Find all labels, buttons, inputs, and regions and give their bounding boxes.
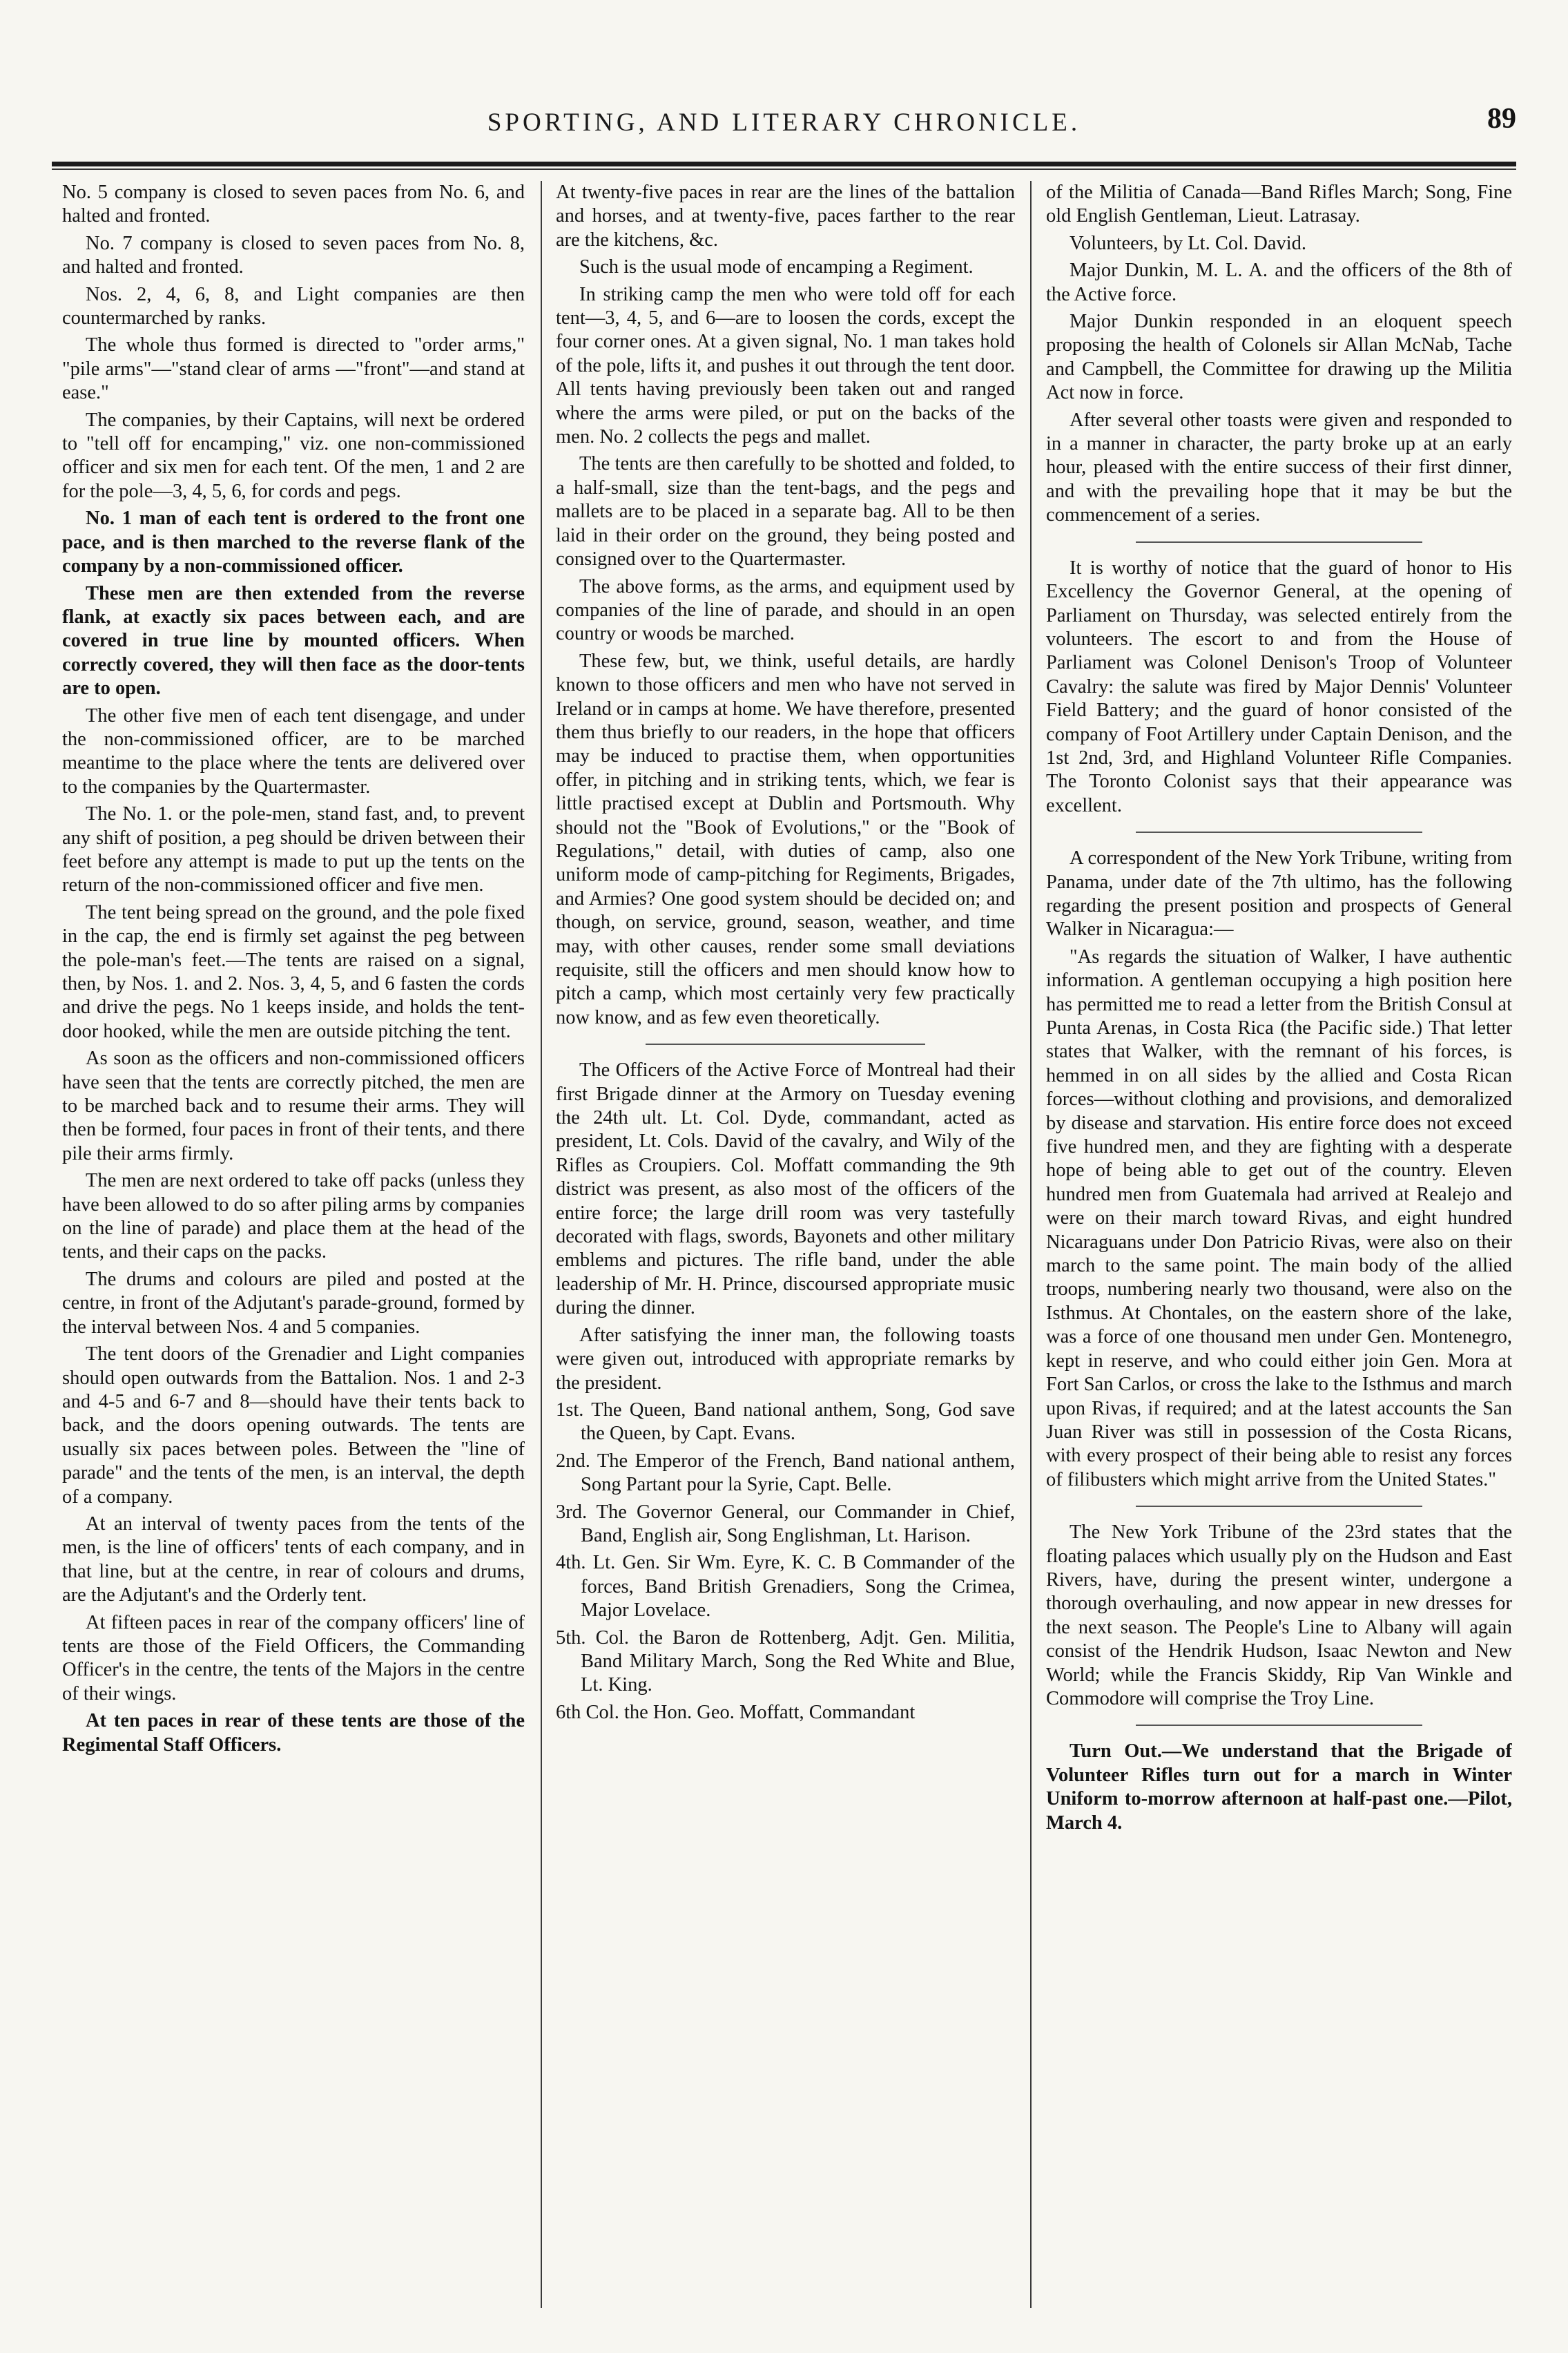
paragraph: No. 5 company is closed to seven paces from No. 6, and halted and fronted. (62, 182, 525, 227)
paragraph: The companies, by their Captains, will next be ordered to "tell off for encamping," viz. one non-commissioned officer and six men for each tent. Of the men, 1 and 2 are for the pole—3, 4, 5, 6, for cords and pegs. (62, 409, 525, 502)
paragraph: The No. 1. or the pole-men, stand fast, and, to prevent any shift of position, a peg should be driven between their feet before any attempt is made to put up the tents on the return of the non-commissioned officer and five men. (62, 803, 525, 896)
paragraph: The men are next ordered to take off packs (unless they have been allowed to do so after piling arms by companies on the line of parade) and place them at the head of the tents, and their caps on the packs. (62, 1170, 525, 1263)
paragraph: of the Militia of Canada—Band Rifles March; Song, Fine old English Gentleman, Lieut. Latrasay. (1046, 182, 1512, 227)
toast-item: 5th. Col. the Baron de Rottenberg, Adjt. Gen. Militia, Band Military March, Song the Red White and Blue, Lt. King. (556, 1626, 1015, 1696)
toast-item: 6th Col. the Hon. Geo. Moffatt, Commandant (556, 1701, 916, 1723)
paragraph: In striking camp the men who were told off for each tent—3, 4, 5, and 6—are to loosen the cords, except the four corner ones. At a given signal, No. 1 man takes hold of the pole, lifts it, and pushes it out through the tent door. All tents having previously been taken out and ranged where the arms were piled, or put on the backs of the men. No. 2 collects the pegs and mallet. (556, 283, 1015, 448)
paragraph: The tent being spread on the ground, and the pole fixed in the cap, the end is firmly set against the peg between the pole-man's feet.—The tents are raised on a signal, then, by Nos. 1. and 2. Nos. 3, 4, 5, and 6 fasten the cords and drive the pegs. No 1 keeps inside, and holds the tent-door hooked, while the men are outside pitching the tent. (62, 901, 525, 1042)
paragraph: The other five men of each tent disengage, and under the non-commissioned officer, are to be marched meantime to the place where the tents are delivered over to the companies by the Quartermaster. (62, 704, 525, 798)
paragraph: At twenty-five paces in rear are the lines of the battalion and horses, and at twenty-five, paces farther to the rear are the kitchens, &c. (556, 182, 1015, 251)
column-3 (1046, 181, 1512, 2315)
article-separator (1136, 541, 1422, 543)
paragraph: The New York Tribune of the 23rd states that the floating palaces which usually ply on the Hudson and East Rivers, have, during the present winter, undergone a thorough overhauling, and now appear in new dresses for the next season. The People's Line to Albany will again consist of the Hendrik Hudson, Isaac Newton and New World; while the Francis Skiddy, Rip Van Winkle and Commodore will comprise the Troy Line. (1046, 1521, 1512, 1709)
paragraph: The whole thus formed is directed to "order arms," "pile arms"—"stand clear of arms —"front"—and stand at ease." (62, 334, 525, 404)
article-separator (1136, 1506, 1422, 1507)
paragraph: These men are then extended from the reverse flank, at exactly six paces between each, and are covered in true line by mounted officers. When correctly covered, they will then face as the door-tents are to open. (62, 582, 525, 700)
paragraph: At ten paces in rear of these tents are those of the Regimental Staff Officers. (62, 1710, 525, 1756)
toast-item: 2nd. The Emperor of the French, Band national anthem, Song Partant pour la Syrie, Capt. Belle. (556, 1450, 1015, 1496)
header-rule (52, 162, 1516, 166)
page-number: 89 (1487, 103, 1516, 135)
column-divider (1030, 181, 1032, 2308)
paragraph: Such is the usual mode of encamping a Regiment. (579, 256, 974, 278)
article-separator (1136, 1725, 1422, 1726)
paragraph: It is worthy of notice that the guard of honor to His Excellency the Governor General, at the opening of Parliament on Thursday, was selected entirely from the volunteers. The escort to and from the House of Parliament was Colonel Denison's Troop of Volunteer Cavalry: the salute was fired by Major Dennis' Volunteer Field Battery; and the guard of honor consisted of the company of Foot Artillery under Captain Denison, and the 1st 2nd, 3rd, and Highland Volunteer Rifle Companies. The Toronto Colonist says that their appearance was excellent. (1046, 557, 1512, 816)
paragraph: "As regards the situation of Walker, I have authentic information. A gentleman occupying a high position here has permitted me to read a letter from the British Consul at Punta Arenas, in Costa Rica (the Pacific side.) That letter states that Walker, with the remnant of his forces, is hemmed in on all sides by the allied and Costa Rican forces—without clothing and provisions, and demoralized by disease and starvation. His entire force does not exceed five hundred men, and they are fighting with a desperate hope of being able to get out of the country. Eleven hundred men from Guatemala had arrived at Realejo and were on their march toward Rivas, and eight hundred Nicaraguans under Don Patricio Rivas, were also on their march to the same point. The main body of the allied troops, numbering nearly two thousand, were also on the Isthmus. At Chontales, on the eastern shore of the lake, was a force of one thousand men under Gen. Montenegro, kept in reserve, and who could either join Gen. Mora at Fort San Carlos, or cross the lake to the Isthmus and march upon Rivas, if required; and at the latest accounts the San Juan River was still in possession of the Costa Ricans, with every prospect of their being able to resist any forces of filibusters which might arrive from the United States." (1046, 945, 1512, 1490)
toast-item: 3rd. The Governor General, our Commander in Chief, Band, English air, Song Englishman, Lt. Harison. (556, 1501, 1015, 1546)
paragraph: No. 1 man of each tent is ordered to the front one pace, and is then marched to the reverse flank of the company by a non-commissioned officer. (62, 508, 525, 577)
header-rule-thin (52, 169, 1516, 170)
running-title: SPORTING, AND LITERARY CHRONICLE. (487, 108, 1081, 137)
toast-item: 1st. The Queen, Band national anthem, Song, God save the Queen, by Capt. Evans. (556, 1399, 1015, 1445)
paragraph: Volunteers, by Lt. Col. David. (1069, 232, 1307, 254)
paragraph: The Officers of the Active Force of Montreal had their first Brigade dinner at the Armory on Tuesday evening the 24th ult. Lt. Col. Dyde, commandant, acted as president, Lt. Cols. David of the cavalry, and Wily of the Rifles as Croupiers. Col. Moffatt commanding the 9th district was present, as also most of the officers of the entire force; the large drill room was very tastefully decorated with flags, swords, Bayonets and other military emblems and pictures. The rifle band, under the able leadership of Mr. H. Prince, discoursed appropriate music during the dinner. (556, 1059, 1015, 1319)
column-1 (62, 181, 525, 2315)
paragraph: No. 7 company is closed to seven paces from No. 8, and halted and fronted. (62, 232, 525, 278)
paragraph: These few, but, we think, useful details, are hardly known to those officers and men who have not served in Ireland or in camps at home. We have therefore, presented them thus briefly to our readers, in the hope that officers may be induced to practise them, when opportunities offer, in pitching and in striking tents, which, we fear is little practised except at Dublin and Portsmouth. Why should not the "Book of Evolutions," or the "Book of Regulations," detail, with duties of camp, also one uniform mode of camp-pitching for Regiments, Brigades, and Armies? One good system should be decided on; and though, on service, ground, season, weather, and time may, with other causes, render some small deviations requisite, still the officers and men should know how to pitch a camp, which most certainly very few practically now know, and as few even theoretically. (556, 650, 1015, 1028)
article-separator (646, 1044, 925, 1045)
paragraph: At fifteen paces in rear of the company officers' line of tents are those of the Field Officers, the Commanding Officer's in the centre, the tents of the Majors in the centre of their wings. (62, 1611, 525, 1704)
paragraph: Major Dunkin, M. L. A. and the officers of the 8th of the Active force. (1046, 260, 1512, 305)
paragraph: The drums and colours are piled and posted at the centre, in front of the Adjutant's parade-ground, formed by the interval between Nos. 4 and 5 companies. (62, 1268, 525, 1338)
paragraph: Nos. 2, 4, 6, 8, and Light companies are then countermarched by ranks. (62, 283, 525, 329)
paragraph: A correspondent of the New York Tribune, writing from Panama, under date of the 7th ultimo, has the following regarding the present position and prospects of General Walker in Nicaragua:— (1046, 847, 1512, 941)
article-separator (1136, 832, 1422, 833)
paragraph: The above forms, as the arms, and equipment used by companies of the line of parade, and should in an open country or woods be marched. (556, 575, 1015, 645)
paragraph: After several other toasts were given and responded to in a manner in character, the party broke up at an early hour, pleased with the entire success of their first dinner, and with the prevailing hope that it may be but the commencement of a series. (1046, 409, 1512, 526)
toast-item: 4th. Lt. Gen. Sir Wm. Eyre, K. C. B Commander of the forces, Band British Grenadiers, Song the Crimea, Major Lovelace. (556, 1552, 1015, 1622)
paragraph: Turn Out.—We understand that the Brigade of Volunteer Rifles turn out for a march in Winter Uniform to-morrow afternoon at half-past one.—Pilot, March 4. (1046, 1740, 1512, 1834)
paragraph: The tents are then carefully to be shotted and folded, to a half-small, size than the tent-bags, and the pegs and mallets are to be placed in a separate bag. All to be then laid in their order on the ground, they being posted and consigned over to the Quartermaster. (556, 453, 1015, 570)
paragraph: After satisfying the inner man, the following toasts were given out, introduced with appropriate remarks by the president. (556, 1324, 1015, 1394)
column-2 (556, 181, 1015, 2315)
paragraph: Major Dunkin responded in an eloquent speech proposing the health of Colonels sir Allan McNab, Tache and Campbell, the Committee for drawing up the Militia Act now in force. (1046, 311, 1512, 404)
column-divider (541, 181, 542, 2308)
page-header (52, 97, 1516, 159)
paragraph: As soon as the officers and non-commissioned officers have seen that the tents are correctly pitched, the men are to be marched back and to resume their arms. They will then be formed, four paces in front of their tents, and there pile their arms firmly. (62, 1048, 525, 1164)
paragraph: At an interval of twenty paces from the tents of the men, is the line of officers' tents of each company, and in that line, but at the centre, in rear of colours and drums, are the Adjutant's and the Orderly tent. (62, 1512, 525, 1606)
paragraph: The tent doors of the Grenadier and Light companies should open outwards from the Battalion. Nos. 1 and 2-3 and 4-5 and 6-7 and 8—should have their tents back to back, and the doors opening outwards. The tents are usually six paces between poles. Between the "line of parade" and the tents of the men, is an interval, the depth of a company. (62, 1343, 525, 1508)
